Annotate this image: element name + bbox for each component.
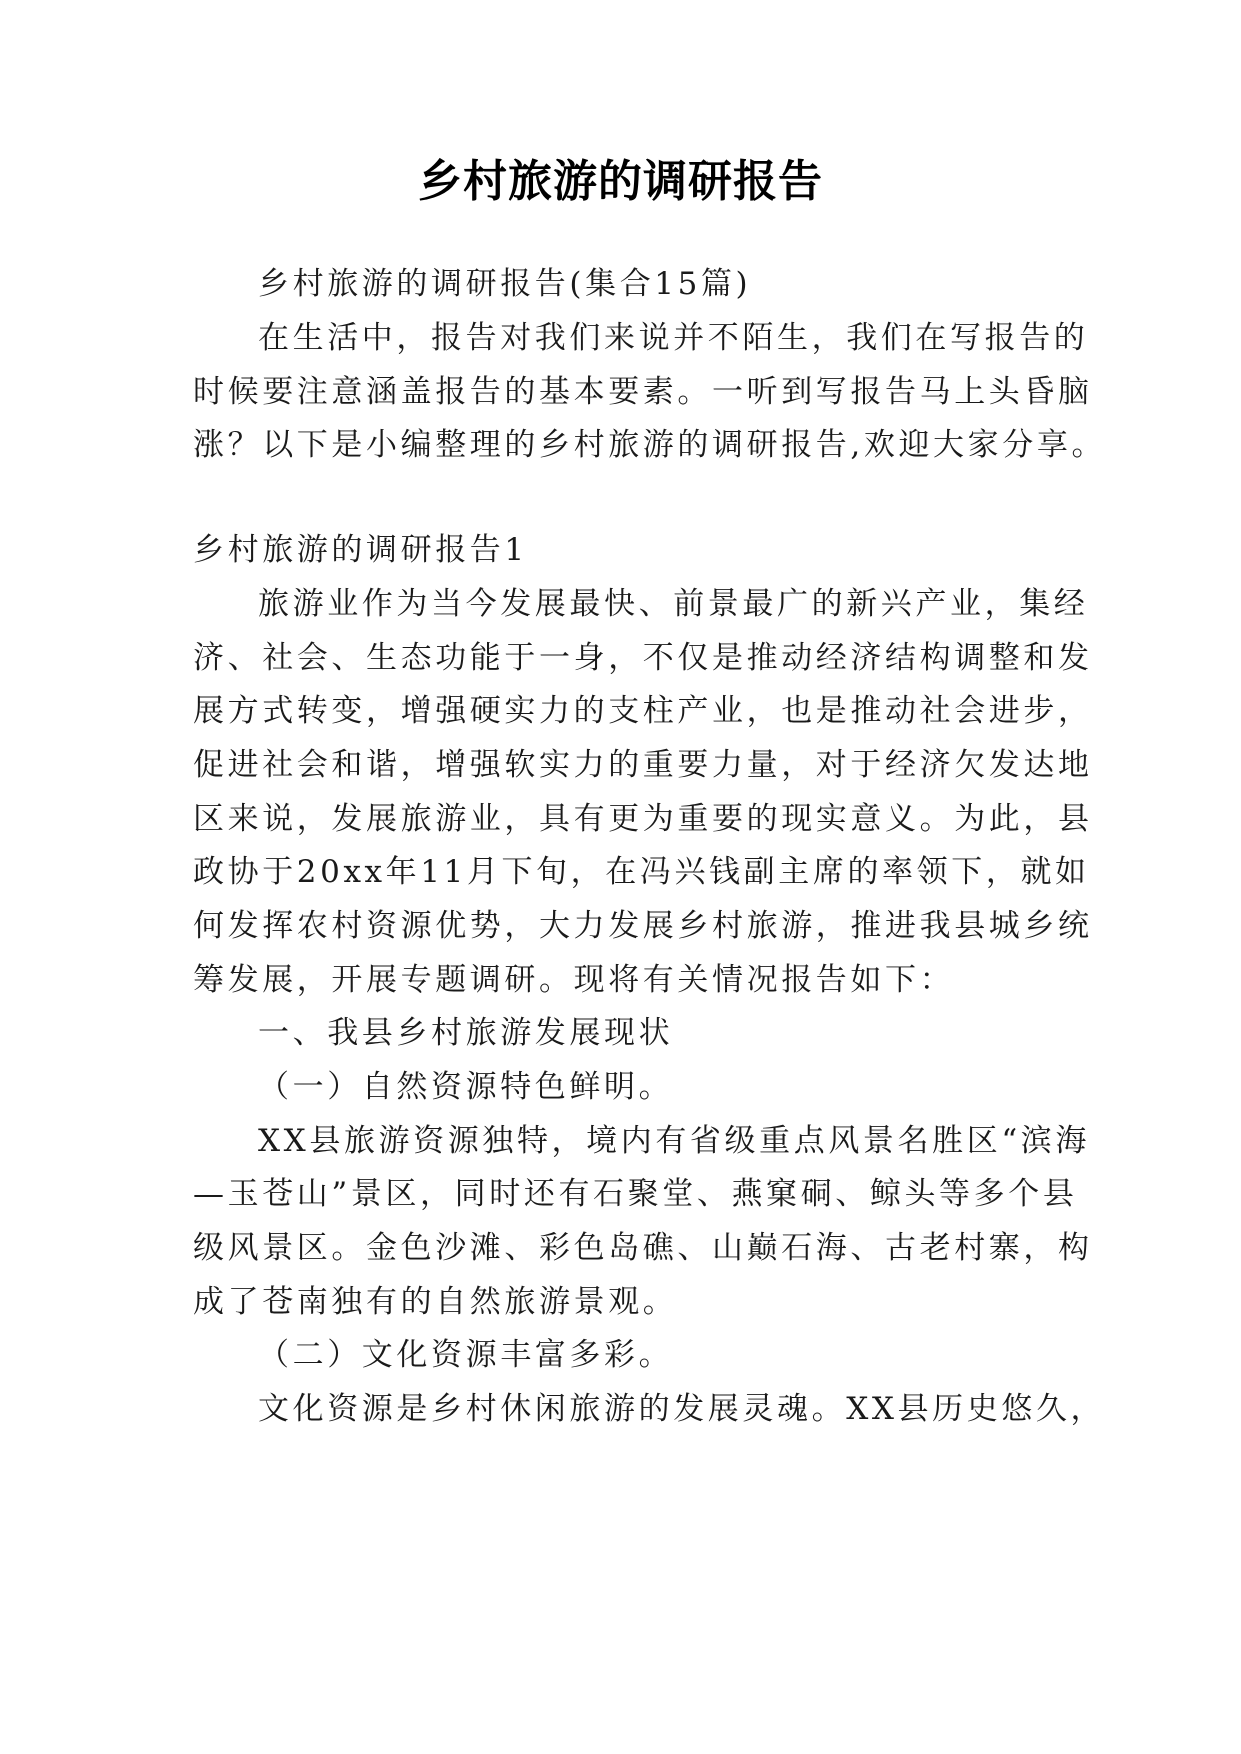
- subtitle-line: 乡村旅游的调研报告(集合15篇): [258, 266, 752, 302]
- body-line: 筹发展，开展专题调研。现将有关情况报告如下：: [193, 962, 955, 998]
- body-line: 展方式转变，增强硬实力的支柱产业，也是推动社会进步，: [193, 693, 1093, 729]
- intro-line-1: 在生活中，报告对我们来说并不陌生，我们在写报告的: [258, 320, 1089, 356]
- body-line: 旅游业作为当今发展最快、前景最广的新兴产业，集经: [258, 586, 1089, 622]
- body-line: 济、社会、生态功能于一身，不仅是推动经济结构调整和发: [193, 640, 1093, 676]
- body-line: XX县旅游资源独特，境内有省级重点风景名胜区“滨海: [258, 1123, 1090, 1159]
- body-line: 区来说，发展旅游业，具有更为重要的现实意义。为此，县: [193, 801, 1093, 837]
- subheading-1: 一、我县乡村旅游发展现状: [258, 1015, 674, 1051]
- subheading-1-2: （二）文化资源丰富多彩。: [258, 1337, 674, 1373]
- intro-line-3: 涨？以下是小编整理的乡村旅游的调研报告,欢迎大家分享。: [193, 427, 1107, 463]
- body-line: 成了苍南独有的自然旅游景观。: [193, 1284, 678, 1320]
- subheading-1-1: （一）自然资源特色鲜明。: [258, 1069, 674, 1105]
- body-line: 政协于20xx年11月下旬，在冯兴钱副主席的率领下，就如: [193, 854, 1090, 890]
- body-line: 促进社会和谐，增强软实力的重要力量，对于经济欠发达地: [193, 747, 1093, 783]
- body-line: 文化资源是乡村休闲旅游的发展灵魂。XX县历史悠久，: [258, 1391, 1106, 1427]
- body-line: 级风景区。金色沙滩、彩色岛礁、山巅石海、古老村寨，构: [193, 1230, 1093, 1266]
- body-line: —玉苍山”景区，同时还有石聚堂、燕窠硐、鲸头等多个县: [193, 1176, 1078, 1212]
- intro-line-2: 时候要注意涵盖报告的基本要素。一听到写报告马上头昏脑: [193, 374, 1093, 410]
- section-heading: 乡村旅游的调研报告1: [193, 532, 528, 568]
- body-line: 何发挥农村资源优势，大力发展乡村旅游，推进我县城乡统: [193, 908, 1093, 944]
- document-title: 乡村旅游的调研报告: [418, 156, 823, 207]
